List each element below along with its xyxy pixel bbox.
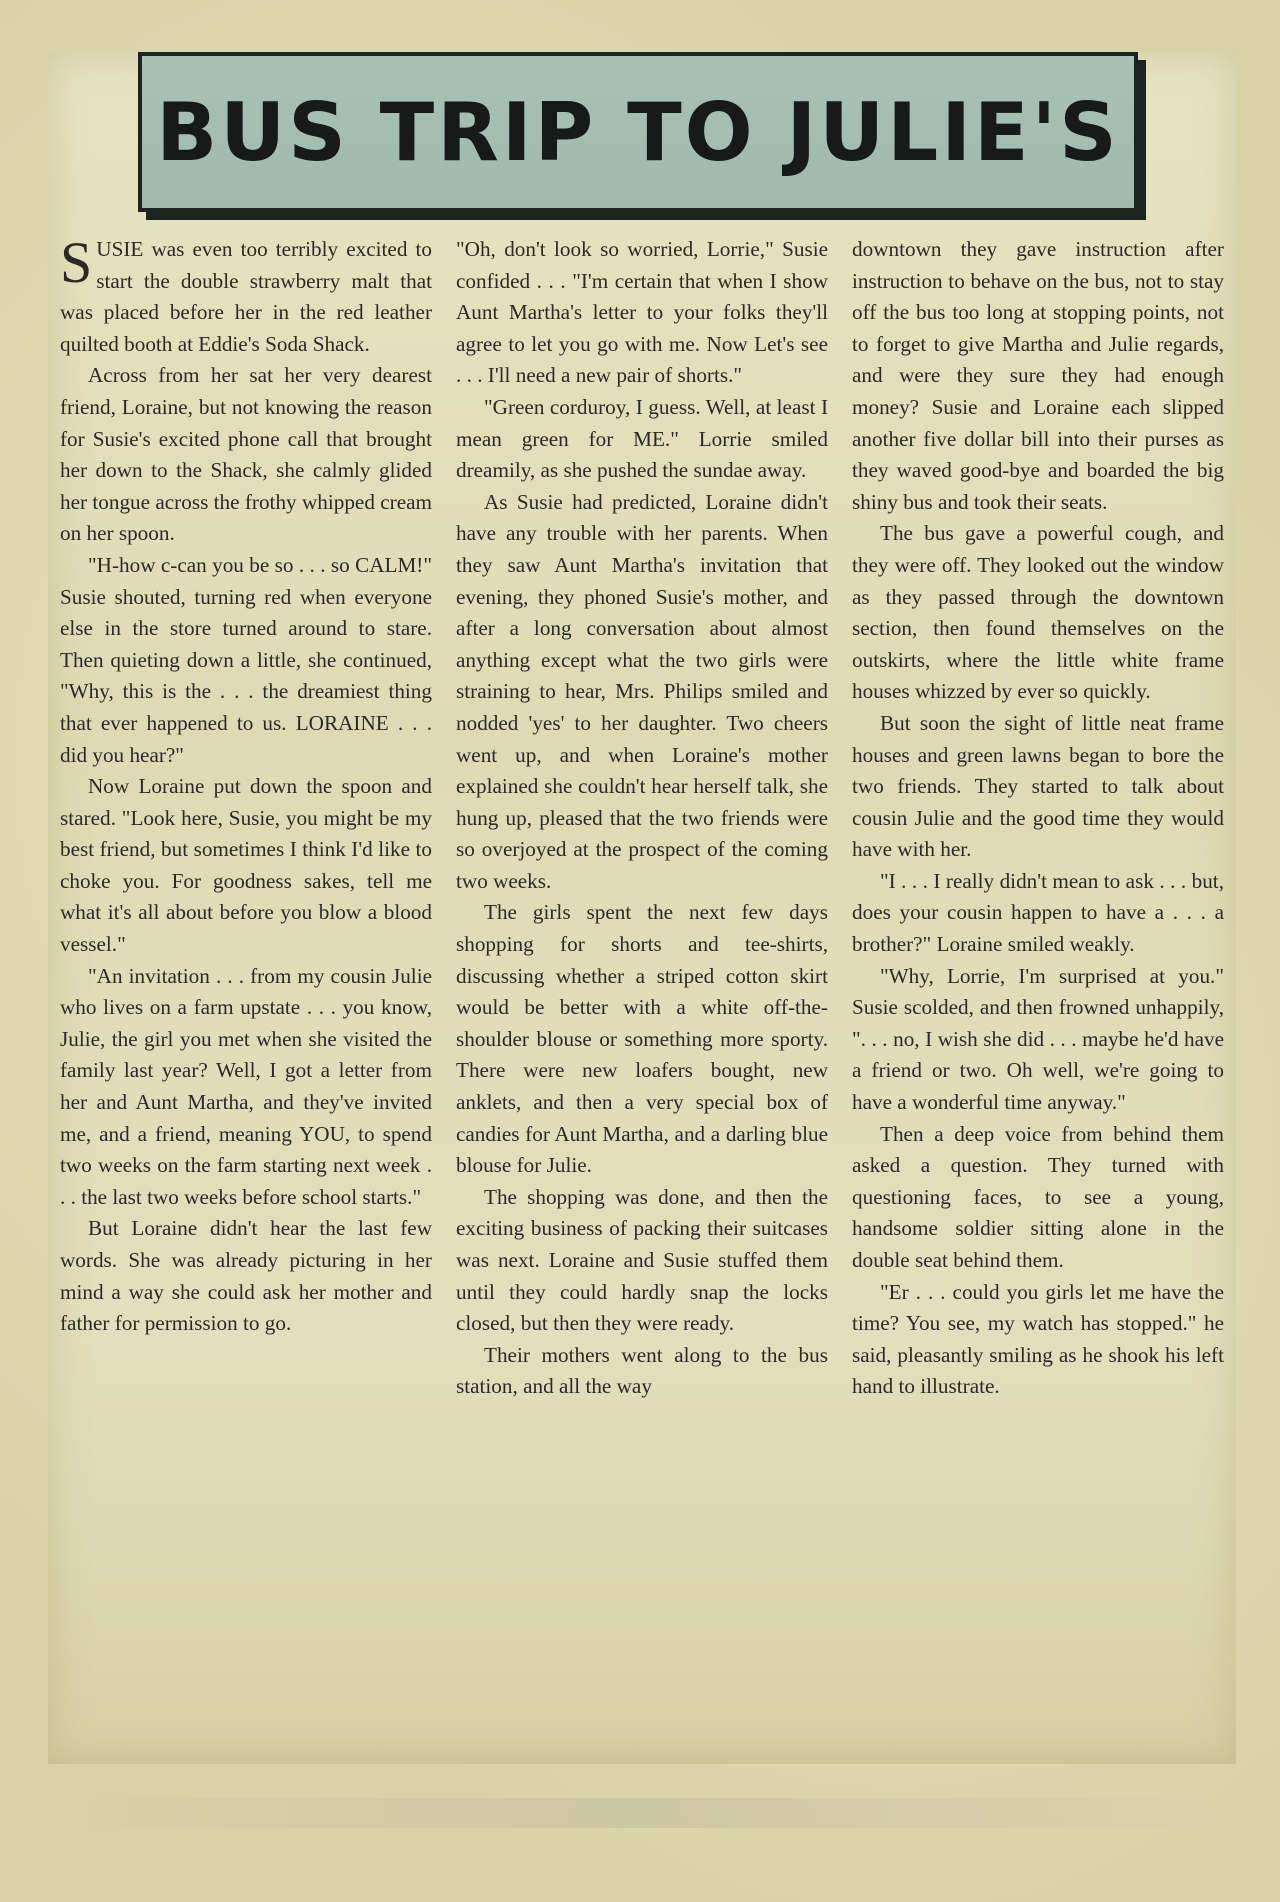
paragraph: "Green corduroy, I guess. Well, at least I mean green for ME." Lorrie smiled dreamily, as she pushed the sundae away.	[456, 394, 828, 483]
paragraph: As Susie had predicted, Loraine didn't have any trouble with her parents. When they saw Aunt Martha's invitation that evening, they phoned Susie's mother, and after a long conversation about almost anything except what the two girls were straining to hear, Mrs. Philips smiled and nodded 'yes' to her daughter. Two cheers went up, and when Loraine's mother explained she couldn't hear herself talk, she hung up, pleased that the two friends were so overjoyed at the prospect of the coming two weeks.	[456, 489, 828, 893]
story-title: BUS TRIP TO JULIE'S	[156, 85, 1120, 179]
paragraph: Now Loraine put down the spoon and stared. "Look here, Susie, you might be my best friend, but sometimes I think I'd like to choke you. For goodness sakes, tell me what it's all about before you blow a blood vessel."	[60, 774, 432, 957]
column-1	[60, 230, 432, 1764]
column-3	[852, 234, 1224, 1764]
paragraph: downtown they gave instruction after instruction to behave on the bus, not to stay off the bus too long at stopping points, not to forget to give Martha and Julie regards, and were they sure they had enough money? Susie and Loraine each slipped another five dollar bill into their purses as they waved good-bye and boarded the big shiny bus and took their seats.	[852, 237, 1224, 514]
print-bleed-through	[60, 1798, 1220, 1828]
paragraph: Their mothers went along to the bus station, and all the way	[456, 1342, 828, 1399]
paragraph: The bus gave a powerful cough, and they were off. They looked out the window as they passed through the downtown section, then found themselves on the outskirts, where the little white frame houses whizzed by ever so quickly.	[852, 521, 1224, 704]
paragraph: But Loraine didn't hear the last few words. She was already picturing in her mind a way she could ask her mother and father for permission to go.	[60, 1216, 432, 1336]
paragraph: "An invitation . . . from my cousin Julie who lives on a farm upstate . . . you know, Julie, the girl you met when she visited the family last year? Well, I got a letter from her and Aunt Martha, and they've invited me, and a friend, meaning YOU, to spend two weeks on the farm starting next week . . . the last two weeks before school starts."	[60, 963, 432, 1209]
title-banner	[138, 52, 1138, 212]
paragraph: "Er . . . could you girls let me have the time? You see, my watch has stopped." he said, pleasantly smiling as he shook his left hand to illustrate.	[852, 1279, 1224, 1399]
paragraph: "H-how c-can you be so . . . so CALM!" Susie shouted, turning red when everyone else in the store turned around to stare. Then quieting down a little, she continued, "Why, this is the . . . the dreamiest thing that ever happened to us. LORAINE . . . did you hear?"	[60, 552, 432, 767]
paragraph: But soon the sight of little neat frame houses and green lawns began to bore the two friends. They started to talk about cousin Julie and the good time they would have with her.	[852, 710, 1224, 862]
paragraph: SUSIE was even too terribly excited to start the double strawberry malt that was placed before her in the red leather quilted booth at Eddie's Soda Shack.	[60, 230, 432, 356]
paragraph: The shopping was done, and then the exciting business of packing their suitcases was next. Loraine and Susie stuffed them until they could hardly snap the locks closed, but then they were ready.	[456, 1184, 828, 1336]
paragraph: Across from her sat her very dearest friend, Loraine, but not knowing the reason for Susie's excited phone call that brought her down to the Shack, she calmly glided her tongue across the frothy whipped cream on her spoon.	[60, 363, 432, 546]
paragraph: "Why, Lorrie, I'm surprised at you." Susie scolded, and then frowned unhappily, ". . . no, I wish she did . . . maybe he'd have a friend or two. Oh well, we're going to have a wonderful time anyway."	[852, 963, 1224, 1115]
paragraph: "Oh, don't look so worried, Lorrie," Susie confided . . . "I'm certain that when I show Aunt Martha's letter to your folks they'll agree to let you go with me. Now Let's see . . . I'll need a new pair of shorts."	[456, 237, 828, 388]
paragraph: The girls spent the next few days shopping for shorts and tee-shirts, discussing whether a striped cotton skirt would be better with a white off-the-shoulder blouse or something more sporty. There were new loafers bought, new anklets, and then a very special box of candies for Aunt Martha, and a darling blue blouse for Julie.	[456, 900, 828, 1178]
drop-cap: S	[60, 230, 93, 295]
story-columns	[60, 230, 1224, 1764]
column-2	[456, 234, 828, 1764]
paragraph: "I . . . I really didn't mean to ask . . . but, does your cousin happen to have a . . . a brother?" Loraine smiled weakly.	[852, 868, 1224, 957]
paragraph: Then a deep voice from behind them asked a question. They turned with questioning faces, to see a young, handsome soldier sitting alone in the double seat behind them.	[852, 1121, 1224, 1272]
